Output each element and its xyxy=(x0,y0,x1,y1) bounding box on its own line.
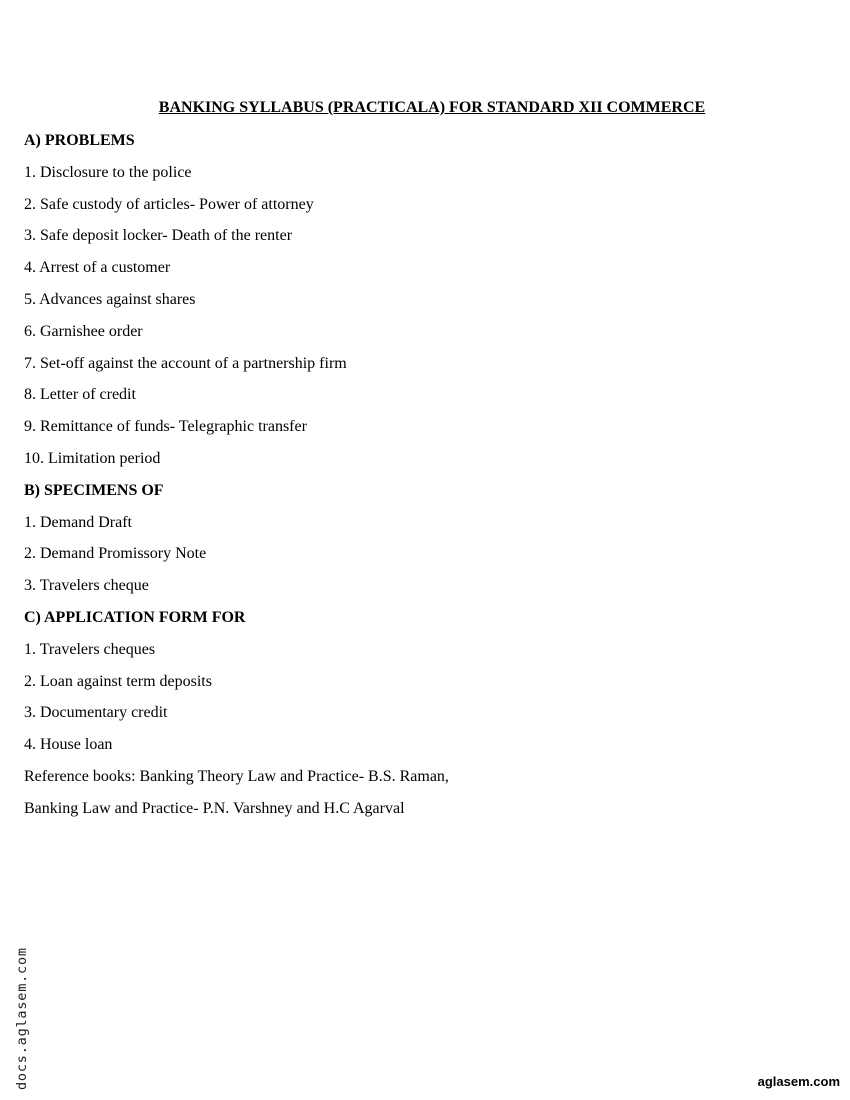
syllabus-content xyxy=(24,132,804,832)
list-item: 4. Arrest of a customer xyxy=(24,259,171,277)
list-item: 7. Set-off against the account of a partnership firm xyxy=(24,354,347,372)
list-item: 10. Limitation period xyxy=(24,449,161,467)
list-item: 2. Demand Promissory Note xyxy=(24,545,207,563)
list-item: 1. Disclosure to the police xyxy=(24,163,192,181)
side-watermark: docs.aglasem.com xyxy=(14,947,30,1090)
list-item: 3. Safe deposit locker- Death of the renter xyxy=(24,227,293,245)
corner-watermark: aglasem.com xyxy=(757,1074,840,1089)
list-item: Reference books: Banking Theory Law and Practice- B.S. Raman, xyxy=(24,767,449,785)
section-heading: B) SPECIMENS OF xyxy=(24,481,164,499)
list-item: 1. Demand Draft xyxy=(24,513,132,531)
list-item: 1. Travelers cheques xyxy=(24,640,156,658)
list-item: 2. Safe custody of articles- Power of attorney xyxy=(24,195,314,213)
list-item: 5. Advances against shares xyxy=(24,290,196,308)
list-item: 3. Travelers cheque xyxy=(24,577,149,595)
list-item: 2. Loan against term deposits xyxy=(24,672,212,690)
list-item: Banking Law and Practice- P.N. Varshney and H.C Agarval xyxy=(24,799,405,817)
list-item: 9. Remittance of funds- Telegraphic transfer xyxy=(24,418,307,436)
document-title: BANKING SYLLABUS (PRACTICALA) FOR STANDARD XII COMMERCE xyxy=(158,99,706,116)
section-heading: A) PROBLEMS xyxy=(24,132,135,149)
section-heading: C) APPLICATION FORM FOR xyxy=(24,608,246,626)
list-item: 4. House loan xyxy=(24,736,113,754)
list-item: 3. Documentary credit xyxy=(24,704,168,722)
list-item: 8. Letter of credit xyxy=(24,386,136,404)
list-item: 6. Garnishee order xyxy=(24,322,143,340)
